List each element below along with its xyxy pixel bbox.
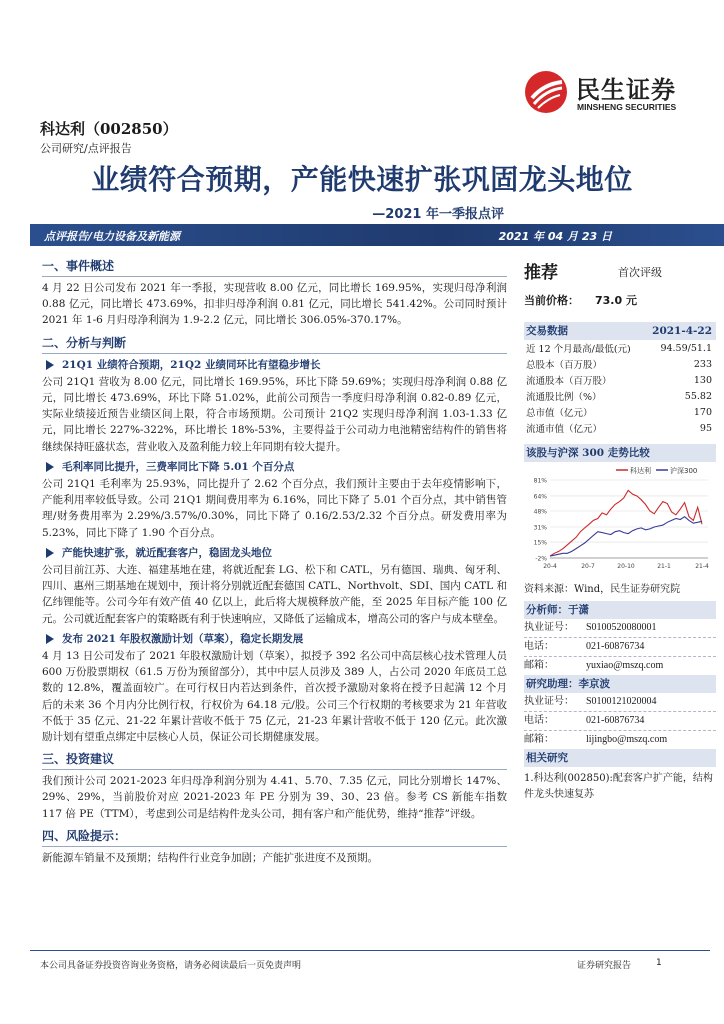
- analysis-point-title: 产能快速扩张，就近配套客户，稳固龙头地位: [42, 545, 507, 561]
- analysis-point-text: 公司 21Q1 毛利率为 25.93%，同比提升了 2.62 个百分点，我们预计主要由于去年疫情影响下，产能利用率较低导致。公司 21Q1 期间费用率为 6.16%，同比下降了 5.01 个百分点，其中销售管理/财务费用率为 2.29%/3.57%/0.30%，同比下降了 0.16/2.53/2.32 个百分点。研发费用率为 5.23%，同比下降了 1.90 个百分点。: [42, 478, 507, 539]
- tel-label: 电话：: [524, 715, 554, 726]
- y-tick-label: 31%: [533, 524, 547, 532]
- report-type: 公司研究/点评报告: [40, 142, 132, 155]
- chart-source: 资料来源：Wind，民生证券研究院: [524, 584, 681, 595]
- tel-value: 021-60876734: [586, 715, 645, 726]
- footer-disclaimer: 本公司具备证券投资咨询业务资格，请务必阅读最后一页免责声明: [40, 961, 302, 971]
- row-value: 55.82: [684, 390, 712, 402]
- trade-data-date: 2021-4-22: [652, 325, 712, 337]
- legend-label-b: 沪深300: [670, 467, 698, 475]
- y-tick-label: 64%: [533, 493, 547, 501]
- x-tick-label: 20-7: [581, 563, 595, 570]
- assistant-cert: [524, 693, 716, 712]
- analyst-header: [524, 601, 716, 619]
- row-label: 总市值（亿元）: [526, 408, 593, 419]
- trade-data-header: [524, 322, 716, 340]
- table-row: [524, 340, 714, 356]
- banner-category: 点评报告/电力设备及新能源: [44, 230, 181, 243]
- risk-text: 新能源车销量不及预期；结构件行业竞争加剧；产能扩张进度不及预期。: [42, 851, 378, 864]
- assistant-tel: [524, 712, 716, 731]
- tel-value: 021-60876734: [586, 641, 645, 652]
- series-line-hs300: [550, 517, 702, 556]
- price-value: 73.0 元: [595, 294, 637, 307]
- cert-label: 执业证号：: [524, 622, 574, 633]
- analysis-point-title: 发布 2021 年股权激励计划（草案），稳定长期发展: [42, 631, 507, 647]
- analysis-point-text: 4 月 13 日公司发布了 2021 年股权激励计划（草案），拟授予 392 名公司中高层核心技术管理人员 600 万份股票期权（61.5 万份为预留部分），其中中层人员涉及 389 人，占公司 2020 年底员工总数的 12.8%，覆盖面较广。在可行权日内若达到条件，首次授予激励对象将在授予日起满 12 个月后的未来 36 个月内分比例行权，行权价为 64.18 元/股。公司三个行权期的考核要求为 21 年营收不低于 35 亿元、21-22 年累计营收不低于 75 亿元，21-23 年累计营收不低于 120 亿元。此次激励计划有望重点绑定中层核心人员，保证公司长期健康发展。: [42, 650, 507, 744]
- company-logo: [522, 68, 702, 120]
- section-heading: 一、事件概述: [42, 256, 507, 277]
- rating-label: 推荐: [524, 263, 558, 283]
- row-value: 233: [693, 358, 712, 370]
- assistant-mail: [524, 731, 716, 749]
- table-row: [524, 372, 714, 388]
- section-heading: 三、投资建议: [42, 749, 507, 770]
- analysis-point-title: 21Q1 业绩符合预期，21Q2 业绩同环比有望稳步增长: [42, 357, 507, 373]
- stock-chart: [524, 462, 716, 574]
- report-title: 业绩符合预期，产能快速扩张巩固龙头地位: [91, 163, 633, 196]
- y-tick-label: -2%: [535, 555, 547, 563]
- row-label: 流通市值（亿元）: [526, 424, 603, 435]
- mail-label: 邮箱：: [524, 734, 554, 745]
- x-tick-label: 21-1: [657, 563, 671, 570]
- row-value: 170: [693, 406, 712, 418]
- row-label: 流通股本（百万股）: [526, 376, 612, 387]
- price-row: [524, 292, 716, 308]
- series-line-kedali: [550, 490, 702, 556]
- event-summary: 4 月 22 日公司发布 2021 年一季报，实现营收 8.00 亿元，同比增长 169.95%，实现归母净利润 0.88 亿元，同比增长 473.69%，扣非归母净利润 0.81 亿元，同比增长 541.42%。公司同时预计 2021 年 1-6 月归母净利润为 1.9-2.2 亿元，同比增长 306.05%-370.17%。: [42, 282, 507, 327]
- analysis-point-text: 公司 21Q1 营收为 8.00 亿元，同比增长 169.95%，环比下降 59.69%；实现归母净利润 0.88 亿元，同比增长 473.69%，环比下降 51.02%，此前公司预告一季度归母净利润 0.82-0.89 亿元，实际业绩接近预告业绩区间上限，符合市场预期。公司预计 21Q2 实现归母净利润 1.03-1.33 亿元，同比增长 227%-322%，环比增长 18%-53%，主要得益于公司动力电池精密结构件的销售将继续保持旺盛状态，营业收入及盈利能力较上年同期有较大提升。: [42, 375, 507, 453]
- table-row: [524, 356, 714, 372]
- section-heading: 二、分析与判断: [42, 333, 507, 354]
- trade-data-title: 交易数据: [526, 325, 568, 337]
- analyst-cert: [524, 619, 716, 638]
- mail-link[interactable]: lijingbo@mszq.com: [586, 734, 668, 745]
- legend-label-a: 科达利: [630, 467, 651, 475]
- y-tick-label: 81%: [533, 477, 547, 485]
- chart-header: 该股与沪深 300 走势比较: [524, 444, 716, 462]
- sidebar: [524, 258, 716, 803]
- analyst-mail: [524, 657, 716, 675]
- table-row: [524, 420, 714, 436]
- analysis-point-text: 公司目前江苏、大连、福建基地在建，将就近配套 LG、松下和 CATL，另有德国、瑞典、匈牙利、四川、惠州三期基地在规划中，预计将分别就近配套德国 CATL、Northvolt、SDI、国内 CATL 和亿纬锂能等。公司今年有效产值 40 亿以上，此后将大规模释放产能，至 2025 年目标产能 100 亿元。公司就近配套客户的策略既有利于快速响应，又降低了运输成本，增高公司的客户与成本壁垒。: [42, 564, 507, 625]
- logo-text-en: MINSHENG SECURITIES: [577, 102, 677, 112]
- x-tick-label: 20-4: [543, 563, 557, 570]
- page-number: 1: [656, 958, 662, 968]
- category-banner: [30, 224, 724, 246]
- analyst-heading: 分析师：: [526, 604, 568, 616]
- triangle-bullet-icon: [46, 634, 54, 644]
- cert-value: S0100520080001: [586, 622, 657, 633]
- row-value: 94.59/51.1: [660, 342, 712, 354]
- analyst-tel: [524, 638, 716, 657]
- x-tick-label: 21-4: [695, 563, 709, 570]
- table-row: [524, 404, 714, 420]
- investment-text: 我们预计公司 2021-2023 年归母净利润分别为 4.41、5.70、7.35 亿元，同比分别增长 147%、29%、29%，当前股价对应 2021-2023 年 PE 分别为 39、30、23 倍。参考 CS 新能车指数 117 倍 PE（TTM），考虑到公司是结构件龙头公司，拥有客户和产能优势，维持“推荐”评级。: [42, 775, 507, 820]
- logo-text-cn: 民生证券: [576, 77, 676, 104]
- mail-label: 邮箱：: [524, 660, 554, 671]
- analysis-point-title: 毛利率同比提升，三费率同比下降 5.01 个百分点: [42, 459, 507, 475]
- triangle-bullet-icon: [46, 462, 54, 472]
- price-label: 当前价格：: [524, 294, 579, 307]
- related-item[interactable]: 1.科达利(002850):配套客户扩产能，结构件龙头快速复苏: [524, 773, 713, 800]
- triangle-bullet-icon: [46, 360, 54, 370]
- y-tick-label: 15%: [533, 539, 547, 547]
- rating-row: [524, 258, 716, 284]
- tel-label: 电话：: [524, 641, 554, 652]
- mail-link[interactable]: yuxiao@mszq.com: [586, 660, 664, 671]
- cert-label: 执业证号：: [524, 696, 574, 707]
- company-name: 科达利（002850）: [40, 120, 178, 138]
- analyst-name: 于潇: [568, 604, 589, 616]
- row-label: 总股本（百万股）: [526, 360, 603, 371]
- related-header: 相关研究: [524, 749, 716, 767]
- row-value: 130: [693, 374, 712, 386]
- assistant-name: 李京波: [578, 678, 610, 690]
- cert-value: S0100121020004: [586, 696, 657, 707]
- assistant-header: [524, 675, 716, 693]
- y-tick-label: 48%: [533, 508, 547, 516]
- row-label: 近 12 个月最高/最低(元): [526, 344, 631, 355]
- row-label: 流通股比例（%）: [526, 392, 602, 403]
- triangle-bullet-icon: [46, 548, 54, 558]
- section-heading: 四、风险提示：: [42, 826, 507, 847]
- main-body: [42, 254, 507, 870]
- x-tick-label: 20-10: [617, 563, 635, 570]
- assistant-heading: 研究助理：: [526, 678, 579, 690]
- banner-date: 2021 年 04 月 23 日: [498, 230, 612, 243]
- footer-divider: [30, 950, 710, 951]
- report-subtitle: —2021 年一季报点评: [372, 207, 504, 222]
- table-row: [524, 388, 714, 404]
- trade-data-table: [524, 340, 714, 436]
- footer-brand: 证券研究报告: [577, 961, 632, 971]
- rating-note: 首次评级: [618, 266, 662, 279]
- row-value: 95: [699, 422, 712, 434]
